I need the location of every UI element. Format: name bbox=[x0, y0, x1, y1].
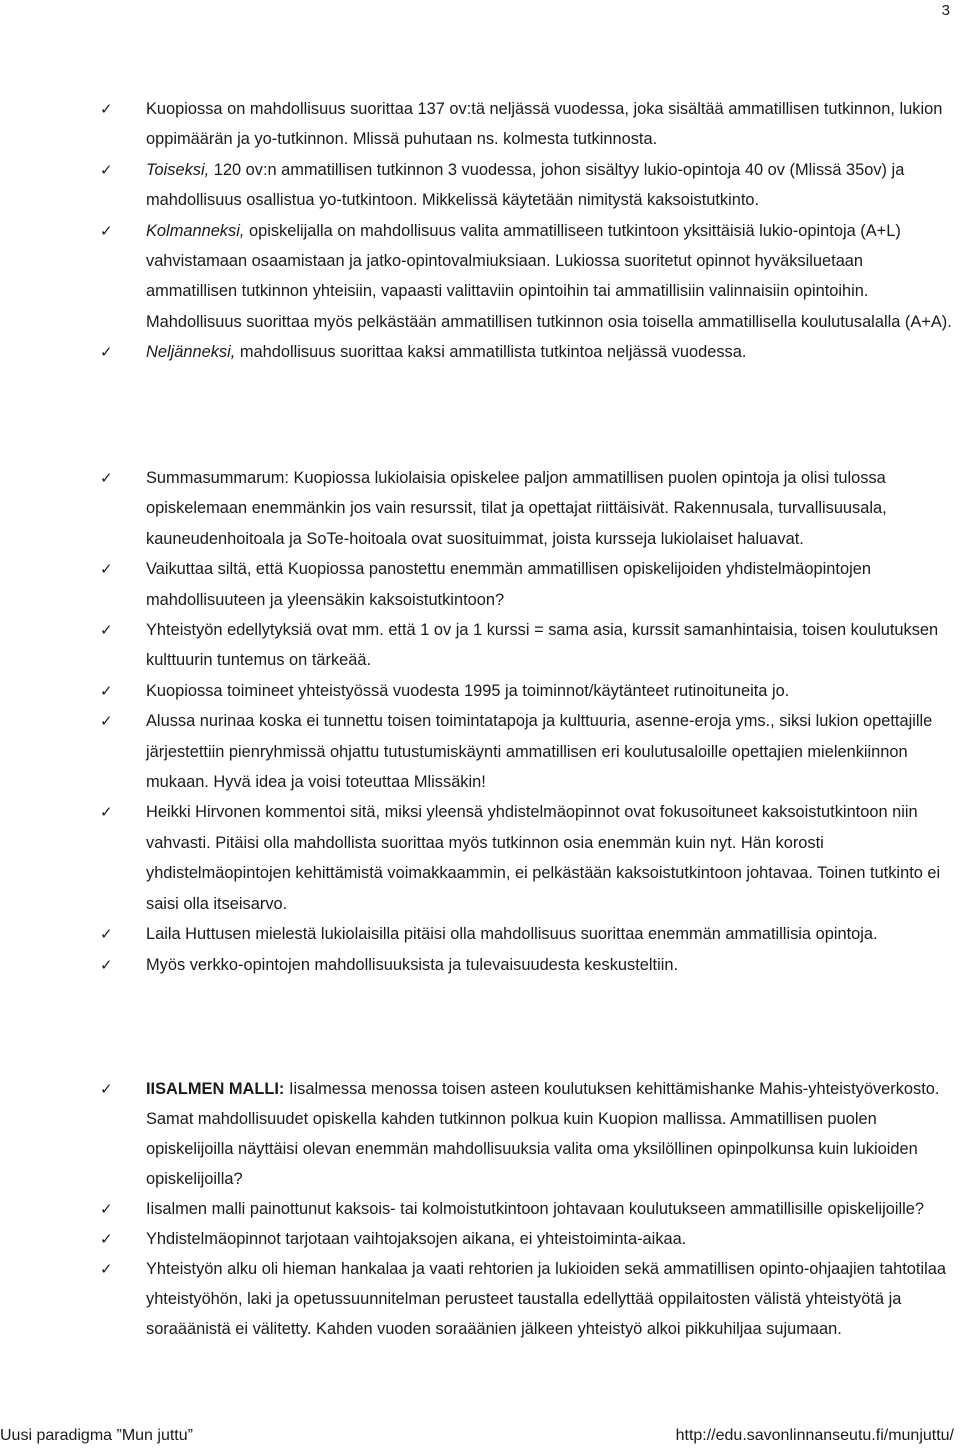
checkmark-icon: ✓ bbox=[100, 681, 113, 700]
section-iisalmi-model bbox=[100, 1074, 956, 1344]
item-text: Heikki Hirvonen kommentoi sitä, miksi yleensä yhdistelmäopinnot ovat fokusoituneet kaksoistutkintoon niin vahvasti. Pitäisi olla mahdollista suorittaa myös tutkinnon osia enemmän kuin nyt. Hän korosti yhdistelmäopintojen kehittämistä voimakkaammin, ei pelkästään kaksoistutkintoon johtavaa. Toinen tutkinto ei saisi olla itseisarvo. bbox=[146, 803, 941, 913]
item-text: Yhdistelmäopinnot tarjotaan vaihtojaksojen aikana, ei yhteistoiminta-aikaa. bbox=[146, 1230, 687, 1248]
item-text: 120 ov:n ammatillisen tutkinnon 3 vuodessa, johon sisältyy lukio-opintoja 40 ov (Mlissä 35ov) ja mahdollisuus osallistua yo-tutkintoon. Mikkelissä käytetään nimitystä kaksoistutkinto. bbox=[146, 160, 905, 210]
list-item bbox=[100, 94, 956, 155]
page-number: 3 bbox=[941, 2, 950, 19]
footer-title: Uusi paradigma ”Mun juttu” bbox=[0, 1427, 193, 1444]
checkmark-icon: ✓ bbox=[100, 1260, 113, 1278]
checkmark-icon: ✓ bbox=[100, 221, 113, 240]
item-text: Iisalmen malli painottunut kaksois- tai kolmoistutkintoon johtavaan koulutukseen ammatillisille opiskelijoille? bbox=[146, 1200, 925, 1218]
item-text: Alussa nurinaa koska ei tunnettu toisen toimintatapoja ja kulttuuria, asenne-eroja yms., siksi lukion opettajille järjestettiin pienryhmissä ohjattu tutustumiskäynti ammatillisen eri koulutusaloille opettajien mielenkiinnon mukaan. Hyvä idea ja voisi toteuttaa Mlissäkin! bbox=[146, 712, 933, 792]
item-text: mahdollisuus suorittaa kaksi ammatillista tutkintoa neljässä vuodessa. bbox=[235, 343, 747, 362]
checkmark-icon: ✓ bbox=[100, 955, 113, 974]
checkmark-icon: ✓ bbox=[100, 712, 113, 731]
section-paths bbox=[100, 94, 956, 368]
item-text: Kuopiossa toimineet yhteistyössä vuodesta 1995 ja toiminnot/käytänteet rutinoituneita jo. bbox=[146, 681, 790, 700]
item-text: Iisalmessa menossa toisen asteen koulutuksen kehittämishanke Mahis-yhteistyöverkosto. Samat mahdollisuudet opiskella kahden tutkinnon polkua kuin Kuopion mallissa. Ammatillisen puolen opiskelijoilla näyttäisi olevan enemmän mahdollisuuksia valita oma yksilöllinen opinpolkunsa kuin lukioiden opiskelijoilla? bbox=[146, 1080, 940, 1188]
item-text: Yhteistyön edellytyksiä ovat mm. että 1 ov ja 1 kurssi = sama asia, kurssit samanhintaisia, toisen koulutuksen kulttuurin tuntemus on tärkeää. bbox=[146, 621, 939, 670]
item-text: Vaikuttaa siltä, että Kuopiossa panostettu enemmän ammatillisen opiskelijoiden yhdistelmäopintojen mahdollisuuteen ja yleensäkin kaksoistutkintoon? bbox=[146, 560, 871, 609]
item-label: Toiseksi, bbox=[146, 160, 210, 179]
checkmark-icon: ✓ bbox=[100, 1200, 113, 1218]
list-item bbox=[100, 1194, 956, 1224]
item-text: Myös verkko-opintojen mahdollisuuksista ja tulevaisuudesta keskusteltiin. bbox=[146, 955, 679, 974]
list-item bbox=[100, 554, 956, 615]
checkmark-icon: ✓ bbox=[100, 560, 113, 579]
list-item bbox=[100, 706, 956, 797]
list-item bbox=[100, 950, 956, 980]
item-text: Laila Huttusen mielestä lukiolaisilla pitäisi olla mahdollisuus suorittaa enemmän ammatillisia opintoja. bbox=[146, 925, 878, 944]
list-item bbox=[100, 155, 956, 216]
item-text: Yhteistyön alku oli hieman hankalaa ja vaati rehtorien ja lukioiden sekä ammatillisen opinto-ohjaajien tahtotilaa yhteistyöhön, laki ja opetussuunnitelman perusteet taustalla edellyttää oppilaitosten välistä yhteistyötä ja soraäänistä ei välitetty. Kahden vuoden soraäänien jälkeen yhteistyö alkoi pikkuhiljaa sujumaan. bbox=[146, 1260, 946, 1338]
checkmark-icon: ✓ bbox=[100, 160, 113, 179]
list-item bbox=[100, 1074, 956, 1194]
checkmark-icon: ✓ bbox=[100, 343, 113, 362]
list-item bbox=[100, 216, 956, 338]
list-item bbox=[100, 463, 956, 554]
item-label: Kolmanneksi, bbox=[146, 221, 245, 240]
list-item bbox=[100, 919, 956, 949]
item-text: opiskelijalla on mahdollisuus valita ammatilliseen tutkintoon yksittäisiä lukio-opintoja (A+L) vahvistamaan osaamistaan ja jatko-opintovalmiuksiaan. Lukiossa suoritetut opinnot hyväksiluetaan ammatillisen tutkinnon yhteisiin, vapaasti valittaviin opintoihin tai ammatillisiin valinnaisiin opintoihin. Mahdollisuus suorittaa myös pelkästään ammatillisen tutkinnon osia toisella ammatillisella koulutusalalla (A+A). bbox=[146, 221, 952, 331]
checkmark-icon: ✓ bbox=[100, 1230, 113, 1248]
list-item bbox=[100, 797, 956, 919]
list-item bbox=[100, 337, 956, 367]
checkmark-icon: ✓ bbox=[100, 1080, 113, 1098]
checkmark-icon: ✓ bbox=[100, 803, 113, 822]
footer-url: http://edu.savonlinnanseutu.fi/munjuttu/ bbox=[675, 1427, 954, 1444]
item-label: Neljänneksi, bbox=[146, 343, 236, 362]
list-item bbox=[100, 1224, 956, 1254]
list-item bbox=[100, 615, 956, 676]
list-item bbox=[100, 1254, 956, 1344]
item-label: IISALMEN MALLI: bbox=[146, 1080, 285, 1098]
item-text: Kuopiossa on mahdollisuus suorittaa 137 ov:tä neljässä vuodessa, joka sisältää ammatillisen tutkinnon, lukion oppimäärän ja yo-tutkinnon. Mlissä puhutaan ns. kolmesta tutkinnosta. bbox=[146, 100, 943, 149]
list-item bbox=[100, 676, 956, 706]
item-text: Summasummarum: Kuopiossa lukiolaisia opiskelee paljon ammatillisen puolen opintoja ja olisi tulossa opiskelemaan enemmänkin jos vain resurssit, tilat ja opettajat riittäisivät. Rakennusala, turvallisuusala, kauneudenhoitoala ja SoTe-hoitoala ovat suosituimmat, joista kursseja lukiolaiset haluavat. bbox=[146, 469, 887, 548]
checkmark-icon: ✓ bbox=[100, 469, 113, 487]
section-kuopio-summary bbox=[100, 463, 956, 980]
checkmark-icon: ✓ bbox=[100, 621, 113, 640]
checkmark-icon: ✓ bbox=[100, 925, 113, 944]
checkmark-icon: ✓ bbox=[100, 100, 113, 118]
